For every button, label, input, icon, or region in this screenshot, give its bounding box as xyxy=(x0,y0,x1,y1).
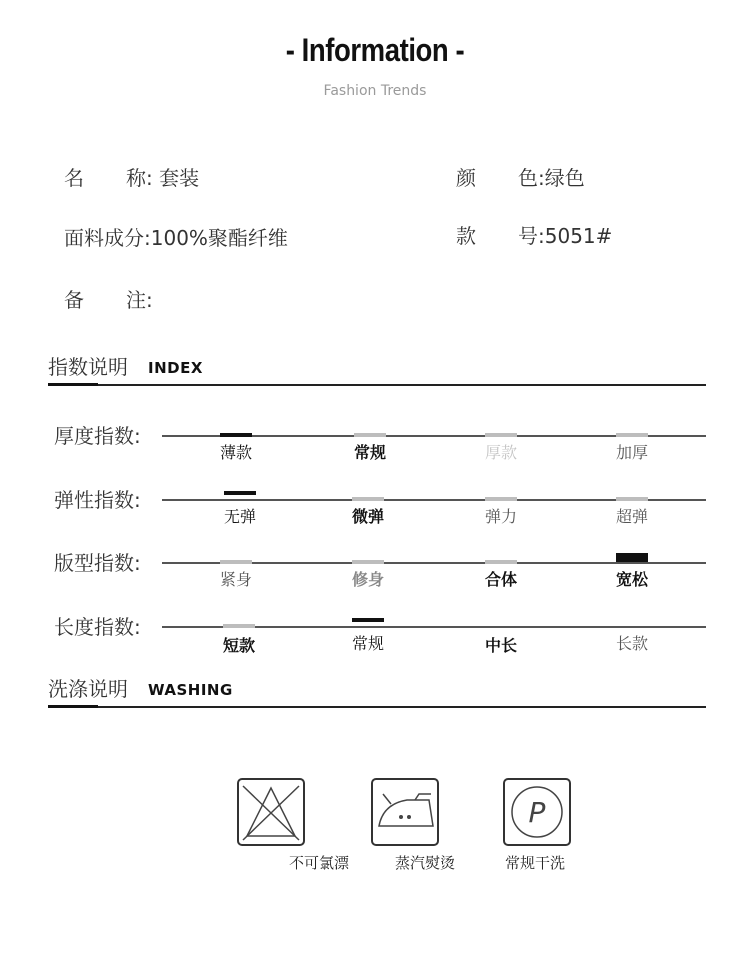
index-option xyxy=(471,547,531,587)
section-divider xyxy=(48,706,706,708)
index-option xyxy=(209,611,269,655)
info-note xyxy=(64,284,153,313)
index-option xyxy=(602,547,662,587)
info-note-key-1: 备 xyxy=(64,288,84,312)
option-label: 长款 xyxy=(615,634,648,653)
index-section-title: 指数说明 xyxy=(48,355,128,379)
index-option xyxy=(471,484,531,524)
info-color-key-1: 颜 xyxy=(456,166,476,190)
info-color xyxy=(456,162,585,191)
index-row-elasticity xyxy=(54,484,706,524)
index-option xyxy=(602,420,662,460)
option-marker xyxy=(485,497,517,501)
option-label: 短款 xyxy=(222,636,255,655)
section-accent xyxy=(48,383,98,386)
page-title: - Information - xyxy=(285,32,465,68)
section-divider xyxy=(48,384,706,386)
option-label: 合体 xyxy=(484,570,517,589)
option-marker xyxy=(354,433,386,437)
index-option xyxy=(206,547,266,587)
index-row-length xyxy=(54,611,706,655)
index-option xyxy=(338,484,398,524)
option-label: 中长 xyxy=(484,636,517,655)
index-label: 长度指数: xyxy=(54,615,141,639)
page-subtitle: Fashion Trends xyxy=(323,83,427,99)
info-style-key-1: 款 xyxy=(456,224,476,248)
index-section-subtitle: INDEX xyxy=(148,359,203,377)
info-style-value: 5051# xyxy=(544,224,613,248)
info-style xyxy=(456,220,612,249)
index-row-fit xyxy=(54,547,706,587)
washing-section-subtitle: WASHING xyxy=(148,681,233,699)
index-label: 弹性指数: xyxy=(54,488,141,512)
washing-section-title: 洗涤说明 xyxy=(48,677,128,701)
info-note-key-2: 注: xyxy=(126,288,153,312)
info-fabric-key: 面料成分: xyxy=(64,226,151,250)
svg-text:P: P xyxy=(528,796,546,829)
option-label: 无弹 xyxy=(223,507,256,526)
index-option xyxy=(471,611,531,655)
option-label: 超弹 xyxy=(615,507,648,526)
info-name-value: 套装 xyxy=(152,166,200,190)
option-label: 常规 xyxy=(351,634,384,653)
washing-item xyxy=(237,778,357,878)
info-name xyxy=(64,162,199,191)
index-option xyxy=(602,484,662,524)
section-accent xyxy=(48,705,98,708)
info-color-value: 绿色 xyxy=(544,166,585,190)
steam-iron-icon xyxy=(371,778,439,846)
washing-item xyxy=(503,778,623,878)
option-marker xyxy=(616,433,648,437)
option-label: 弹力 xyxy=(484,507,517,526)
option-label: 修身 xyxy=(351,570,384,589)
index-section-header xyxy=(48,346,706,386)
option-marker xyxy=(352,618,384,622)
index-label: 版型指数: xyxy=(54,551,141,575)
option-marker xyxy=(485,433,517,437)
option-marker xyxy=(616,553,648,562)
info-style-key-2: 号: xyxy=(518,224,545,248)
index-option xyxy=(206,420,266,460)
info-color-key-2: 色: xyxy=(518,166,545,190)
index-option xyxy=(340,420,400,460)
option-marker xyxy=(352,497,384,501)
washing-caption: 常规干洗 xyxy=(505,854,566,872)
option-marker xyxy=(224,491,256,495)
option-marker xyxy=(220,560,252,564)
index-row-thickness xyxy=(54,420,706,460)
option-label: 常规 xyxy=(353,443,386,462)
option-label: 加厚 xyxy=(615,443,648,462)
option-marker xyxy=(223,624,255,628)
option-marker xyxy=(485,560,517,564)
index-option xyxy=(471,420,531,460)
index-label: 厚度指数: xyxy=(54,424,141,448)
washing-caption: 不可氯漂 xyxy=(289,854,350,872)
option-marker xyxy=(220,433,252,437)
option-marker xyxy=(352,560,384,564)
no-bleach-icon xyxy=(237,778,305,846)
option-label: 薄款 xyxy=(219,443,252,462)
index-option xyxy=(210,484,270,524)
option-label: 厚款 xyxy=(484,443,517,462)
washing-section-header xyxy=(48,668,706,708)
option-marker xyxy=(616,497,648,501)
option-label: 宽松 xyxy=(615,570,648,589)
option-label: 微弹 xyxy=(351,507,384,526)
option-marker xyxy=(616,624,648,628)
option-label: 紧身 xyxy=(219,570,252,589)
info-name-key-1: 名 xyxy=(64,166,84,190)
info-fabric-value: 100%聚酯纤维 xyxy=(150,226,288,250)
index-option xyxy=(338,547,398,587)
dry-clean-icon xyxy=(503,778,571,846)
index-option xyxy=(602,611,662,651)
index-option xyxy=(338,611,398,651)
info-name-key-2: 称: xyxy=(126,166,153,190)
washing-item xyxy=(371,778,491,878)
info-fabric xyxy=(64,222,288,251)
option-marker xyxy=(485,624,517,628)
washing-caption: 蒸汽熨烫 xyxy=(395,854,456,872)
